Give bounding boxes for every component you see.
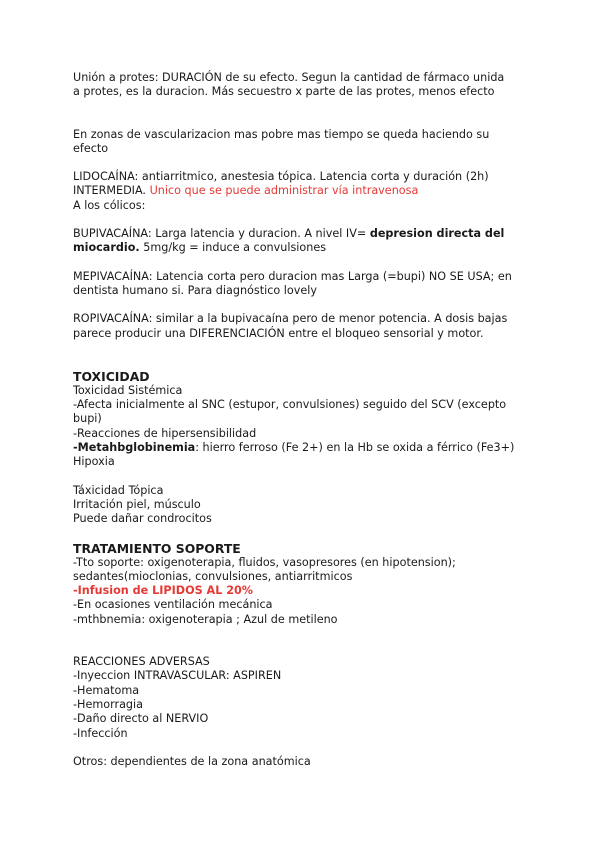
text-line: bupi) [73,412,102,426]
text-line [73,184,533,198]
text-line: a protes, es la duracion. Más secuestro x parte de las protes, menos efecto [73,85,495,99]
spacer [73,156,533,170]
section-heading: TOXICIDAD [73,368,150,384]
text-line: LIDOCAÍNA: antiarritmico, anestesia tópica. Latencia corta y duración (2h) [73,170,489,184]
spacer [73,100,533,128]
text-line: Puede dañar condrocitos [73,512,212,526]
paragraph-union-protes [73,71,533,100]
spacer [73,470,533,484]
spacer [73,213,533,227]
highlight-red-text: Unico que se puede administrar vía intravenosa [149,184,419,198]
text-line: efecto [73,141,109,155]
text-line: Toxicidad Sistémica [73,383,183,397]
text-segment: BUPIVACAÍNA: Larga latencia y duracion. A nivel IV= [73,227,370,241]
text-segment: : hierro ferroso (Fe 2+) en la Hb se oxida a férrico (Fe3+) [195,441,515,455]
highlight-red-text: -Infusion de LIPIDOS AL 20% [73,584,253,598]
text-line: Irritación piel, músculo [73,497,201,511]
text-line [73,241,533,255]
text-line: parece producir una DIFERENCIACIÓN entre el bloqueo sensorial y motor. [73,326,484,340]
list-item: -Hematoma [73,683,140,697]
bold-text: -Metahbglobinemia [73,441,196,455]
spacer [73,627,533,655]
text-line: sedantes(mioclonias, convulsiones, antiarritmicos [73,569,353,583]
list-item: -Daño directo al NERVIO [73,712,209,726]
spacer [73,527,533,541]
paragraph-bupivacaina [73,227,533,256]
list-item [73,441,533,455]
list-item: -Infección [73,726,128,740]
section-heading: TRATAMIENTO SOPORTE [73,540,241,556]
list-item: -Afecta inicialmente al SNC (estupor, convulsiones) seguido del SCV (excepto [73,398,507,412]
text-line: A los cólicos: [73,198,146,212]
paragraph-ropivacaina [73,312,533,341]
text-line: Táxicidad Tópica [73,483,164,497]
document-page [73,71,533,769]
spacer [73,298,533,312]
text-line: En zonas de vascularizacion mas pobre mas tiempo se queda haciendo su [73,127,490,141]
section-tratamiento [73,541,533,627]
list-item: -Hemorragia [73,697,143,711]
list-item: -Reacciones de hipersensibilidad [73,426,257,440]
text-segment: INTERMEDIA. [73,184,150,198]
bold-text: miocardio. [73,241,140,255]
spacer [73,256,533,270]
spacer [73,341,533,369]
text-line: Hipoxia [73,455,115,469]
spacer [73,741,533,755]
paragraph-lidocaina [73,170,533,213]
text-line [73,227,533,241]
paragraph-vascularizacion [73,128,533,157]
section-reacciones [73,655,533,741]
bold-text: depresion directa del [369,227,505,241]
section-toxicidad [73,369,533,527]
text-line: ROPIVACAÍNA: similar a la bupivacaína pero de menor potencia. A dosis bajas [73,312,508,326]
section-heading: REACCIONES ADVERSAS [73,655,210,669]
paragraph-mepivacaina [73,270,533,299]
list-item: -En ocasiones ventilación mecánica [73,598,273,612]
text-line: Otros: dependientes de la zona anatómica [73,754,311,768]
text-line: Unión a protes: DURACIÓN de su efecto. Segun la cantidad de fármaco unida [73,71,505,84]
text-line: dentista humano si. Para diagnóstico lovely [73,283,317,297]
list-item: -mthbnemia: oxigenoterapia ; Azul de metileno [73,612,338,626]
list-item: -Inyeccion INTRAVASCULAR: ASPIREN [73,669,282,683]
text-line: MEPIVACAÍNA: Latencia corta pero duracion mas Larga (=bupi) NO SE USA; en [73,269,512,283]
text-segment: 5mg/kg = induce a convulsiones [139,241,327,255]
list-item: -Tto soporte: oxigenoterapia, fluidos, vasopresores (en hipotension); [73,555,456,569]
